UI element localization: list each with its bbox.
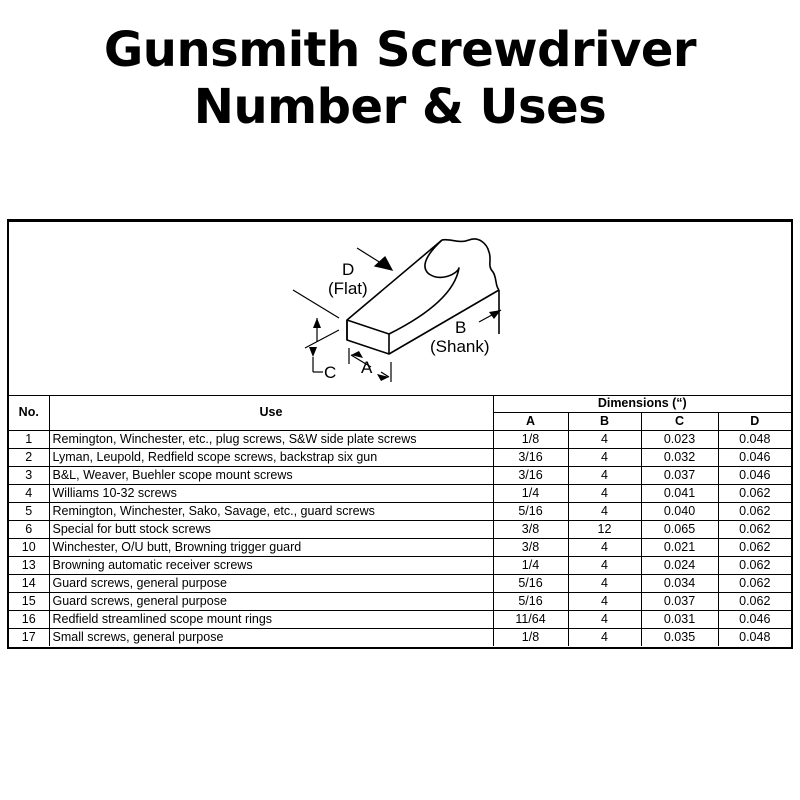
cell-c: 0.037 [641,593,718,611]
cell-b: 4 [568,485,641,503]
dimensions-table [9,395,791,646]
table-row [9,575,791,593]
table-row [9,557,791,575]
cell-a: 3/16 [493,449,568,467]
header-row-1 [9,395,791,413]
cell-a: 1/8 [493,629,568,647]
cell-use: Browning automatic receiver screws [49,557,493,575]
cell-a: 5/16 [493,503,568,521]
cell-no: 15 [9,593,49,611]
cell-use: Small screws, general purpose [49,629,493,647]
cell-c: 0.031 [641,611,718,629]
table-row [9,629,791,647]
c-arrowhead-top [313,318,321,328]
header-b: B [568,413,641,431]
cell-a: 3/8 [493,539,568,557]
cell-c: 0.037 [641,467,718,485]
cell-d: 0.062 [718,557,791,575]
cell-b: 4 [568,431,641,449]
table-row [9,593,791,611]
table-row [9,485,791,503]
title-line-1: Gunsmith Screwdriver [103,22,697,78]
label-a: A [361,358,373,377]
header-a: A [493,413,568,431]
cell-use: Winchester, O/U butt, Browning trigger guard [49,539,493,557]
page-title [0,22,800,136]
cell-c: 0.065 [641,521,718,539]
cell-d: 0.046 [718,449,791,467]
cell-a: 1/4 [493,485,568,503]
cell-b: 4 [568,467,641,485]
cell-no: 3 [9,467,49,485]
table-row [9,611,791,629]
cell-use: Redfield streamlined scope mount rings [49,611,493,629]
cell-b: 4 [568,611,641,629]
screwdriver-tip-drawing [9,222,791,395]
table-row [9,449,791,467]
cell-c: 0.024 [641,557,718,575]
cell-b: 4 [568,575,641,593]
a-arrowhead-right [377,374,389,381]
cell-no: 4 [9,485,49,503]
cell-c: 0.041 [641,485,718,503]
cell-d: 0.062 [718,503,791,521]
header-no: No. [9,395,49,431]
cell-a: 1/8 [493,431,568,449]
label-d: D [342,260,355,279]
label-b: B [455,318,467,337]
cell-c: 0.021 [641,539,718,557]
cell-no: 16 [9,611,49,629]
a-arrowhead-left [351,351,363,358]
cell-no: 5 [9,503,49,521]
table-row [9,503,791,521]
cell-use: Guard screws, general purpose [49,593,493,611]
header-dimensions: Dimensions (“) [493,395,791,413]
table-row [9,521,791,539]
cell-no: 17 [9,629,49,647]
table-body [9,431,791,647]
c-extension-bottom [305,330,339,348]
cell-b: 4 [568,539,641,557]
table-row [9,467,791,485]
cell-no: 10 [9,539,49,557]
label-c: C [324,363,337,382]
cell-no: 6 [9,521,49,539]
cell-d: 0.048 [718,629,791,647]
cell-a: 3/8 [493,521,568,539]
cell-c: 0.040 [641,503,718,521]
cell-d: 0.046 [718,611,791,629]
cell-d: 0.062 [718,539,791,557]
table-row [9,539,791,557]
cell-no: 13 [9,557,49,575]
cell-d: 0.062 [718,485,791,503]
cell-use: B&L, Weaver, Buehler scope mount screws [49,467,493,485]
cell-use: Remington, Winchester, Sako, Savage, etc., guard screws [49,503,493,521]
cell-d: 0.046 [718,467,791,485]
cell-c: 0.034 [641,575,718,593]
cell-d: 0.048 [718,431,791,449]
cell-b: 4 [568,593,641,611]
cell-use: Remington, Winchester, etc., plug screws, S&W side plate screws [49,431,493,449]
header-use: Use [49,395,493,431]
cell-use: Lyman, Leupold, Redfield scope screws, backstrap six gun [49,449,493,467]
title-line-2: Number & Uses [193,79,607,135]
shank-break-line [442,239,499,290]
cell-b: 4 [568,449,641,467]
cell-d: 0.062 [718,521,791,539]
cell-a: 1/4 [493,557,568,575]
cell-no: 1 [9,431,49,449]
header-d: D [718,413,791,431]
cell-a: 11/64 [493,611,568,629]
table-row [9,431,791,449]
c-arrowhead-bottom [309,347,317,357]
cell-use: Special for butt stock screws [49,521,493,539]
label-shank: (Shank) [430,337,490,356]
cell-a: 3/16 [493,467,568,485]
cell-no: 2 [9,449,49,467]
blade-tip [347,320,389,354]
cell-a: 5/16 [493,575,568,593]
cell-b: 12 [568,521,641,539]
cell-b: 4 [568,629,641,647]
spec-frame [7,219,793,649]
cell-no: 14 [9,575,49,593]
cell-d: 0.062 [718,593,791,611]
cell-d: 0.062 [718,575,791,593]
header-c: C [641,413,718,431]
screwdriver-tip-diagram [9,222,791,396]
cell-use: Williams 10-32 screws [49,485,493,503]
cell-b: 4 [568,557,641,575]
cell-a: 5/16 [493,593,568,611]
cell-c: 0.032 [641,449,718,467]
cell-c: 0.023 [641,431,718,449]
cell-use: Guard screws, general purpose [49,575,493,593]
cell-b: 4 [568,503,641,521]
d-arrowhead [375,257,392,270]
cell-c: 0.035 [641,629,718,647]
label-flat: (Flat) [328,279,368,298]
